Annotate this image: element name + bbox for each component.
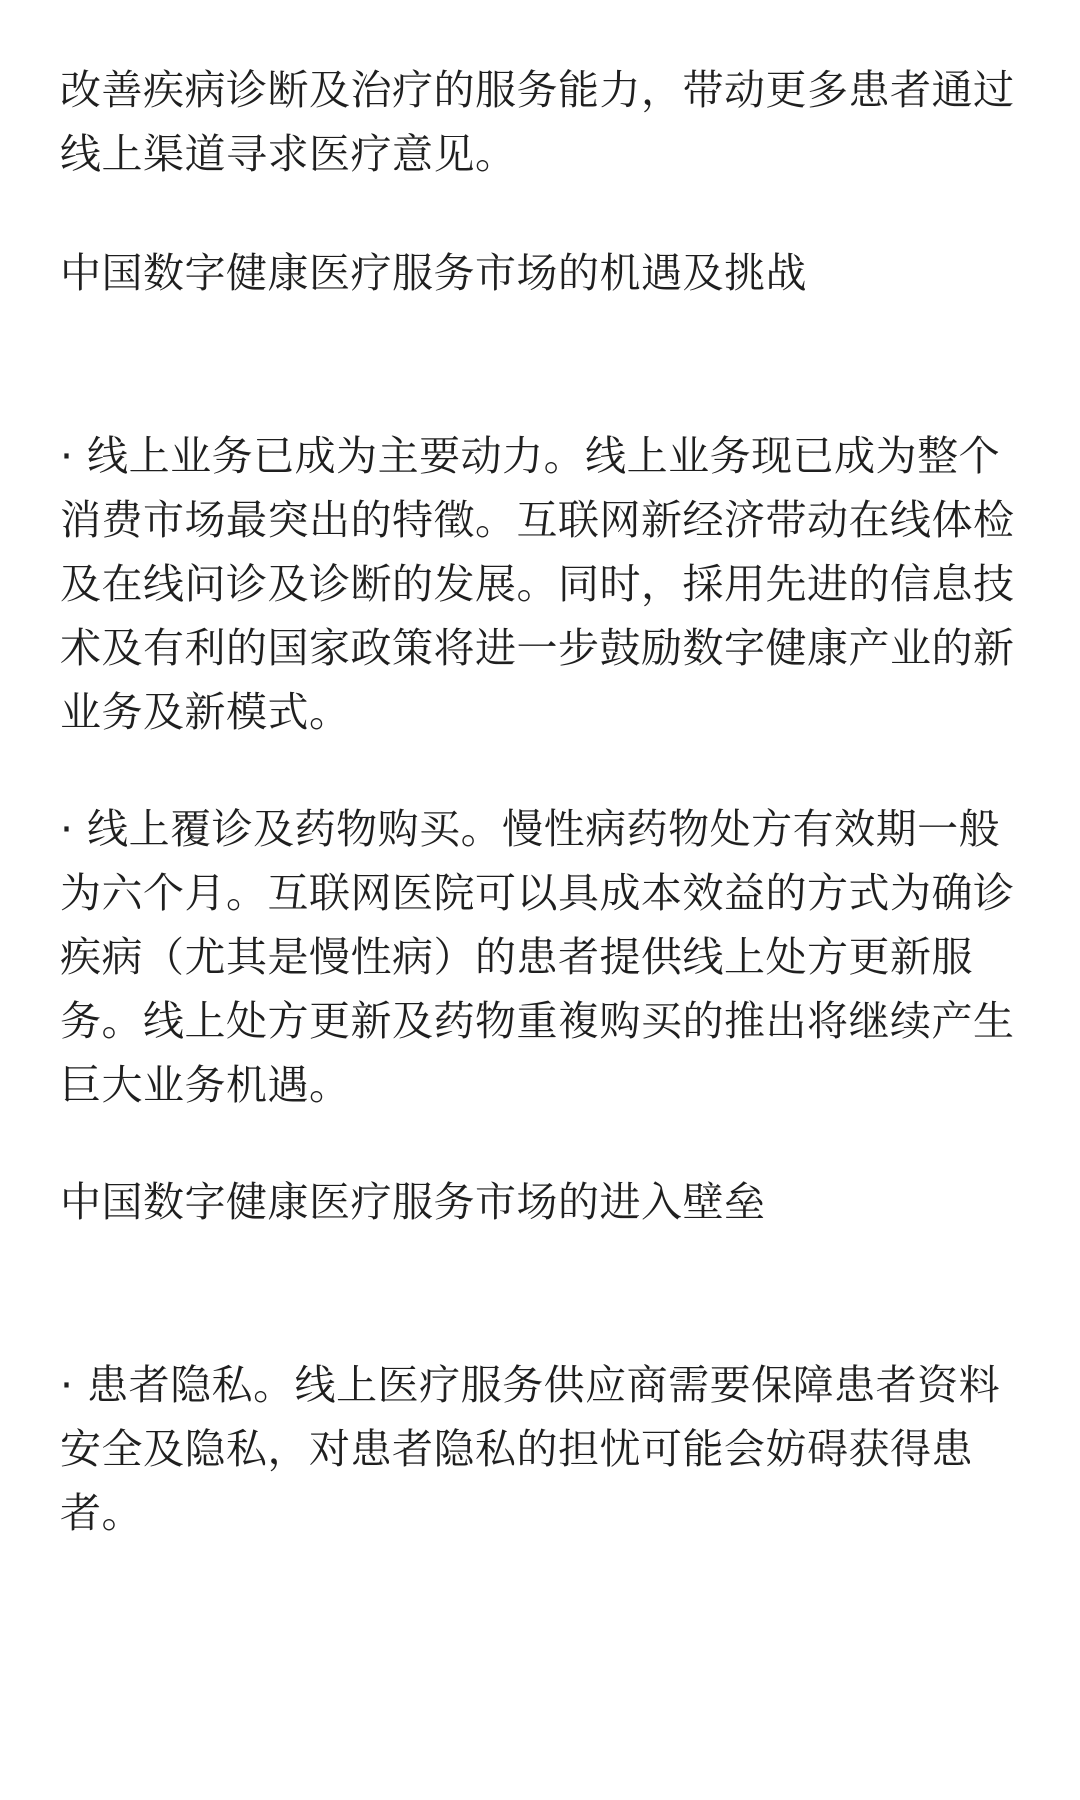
bullet-online-line: 消费市场最突出的特徵。互联网新经济带动在线体检 [60, 496, 1015, 544]
bullet-followup-line: · 线上覆诊及药物购买。慢性病药物处方有效期一般 [60, 805, 1001, 853]
bullet-online-line: 术及有利的国家政策将进一步鼓励数字健康产业的新 [60, 624, 1015, 672]
heading-opportunities-text: 中国数字健康医疗服务市场的机遇及挑战 [60, 249, 807, 297]
bullet-followup-line: 为六个月。互联网医院可以具成本效益的方式为确诊 [60, 869, 1015, 917]
bullet-online-line: 及在线问诊及诊断的发展。同时，採用先进的信息技 [60, 560, 1015, 608]
intro-line: 改善疾病诊断及治疗的服务能力，带动更多患者通过 [60, 66, 1015, 114]
intro-paragraph [60, 58, 1020, 186]
heading-barriers-text: 中国数字健康医疗服务市场的进入壁垒 [60, 1178, 766, 1226]
bullet-patient-privacy [60, 1353, 1020, 1545]
bullet-followup-medication [60, 797, 1020, 1117]
bullet-online-business [60, 424, 1020, 744]
intro-line: 线上渠道寻求医疗意见。 [60, 130, 517, 178]
heading-barriers [60, 1170, 1020, 1234]
bullet-privacy-line: 者。 [60, 1489, 143, 1537]
bullet-followup-line: 疾病（尤其是慢性病）的患者提供线上处方更新服 [60, 933, 973, 981]
bullet-followup-line: 巨大业务机遇。 [60, 1061, 351, 1109]
bullet-privacy-line: 安全及隐私，对患者隐私的担忧可能会妨碍获得患 [60, 1425, 973, 1473]
bullet-online-line: 业务及新模式。 [60, 688, 351, 736]
bullet-followup-line: 务。线上处方更新及药物重複购买的推出将继续产生 [60, 997, 1015, 1045]
heading-opportunities [60, 241, 1020, 305]
bullet-privacy-line: · 患者隐私。线上医疗服务供应商需要保障患者资料 [60, 1361, 1001, 1409]
bullet-online-line: · 线上业务已成为主要动力。线上业务现已成为整个 [60, 432, 1001, 480]
